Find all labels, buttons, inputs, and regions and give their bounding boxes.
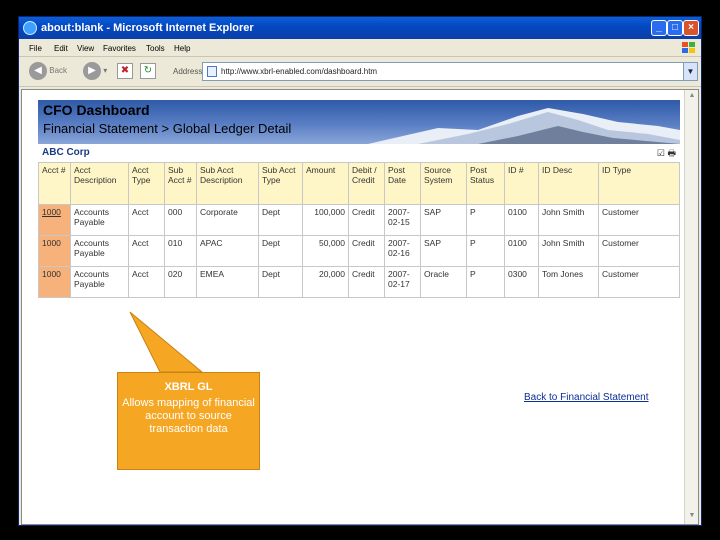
table-cell: 0100 (505, 205, 539, 236)
toolbar (19, 57, 701, 87)
col-source-system: Source System (421, 163, 467, 205)
table-cell: Tom Jones (539, 267, 599, 298)
stop-button[interactable]: ✖ (117, 63, 133, 79)
windows-logo-icon (681, 41, 697, 55)
back-to-financial-statement-link[interactable]: Back to Financial Statement (524, 392, 649, 403)
menu-help[interactable]: Help (174, 44, 191, 53)
table-cell: 010 (165, 236, 197, 267)
table-cell: 2007-02-16 (385, 236, 421, 267)
col-acct-num: Acct # (39, 163, 71, 205)
acct-num-link[interactable]: 1000 (39, 205, 71, 236)
menu-favorites[interactable]: Favorites (103, 44, 136, 53)
table-cell: APAC (197, 236, 259, 267)
forward-arrow-icon: ▶ (83, 62, 101, 80)
table-cell: Acct (129, 236, 165, 267)
menu-file[interactable]: File (29, 44, 42, 53)
table-cell: 100,000 (303, 205, 349, 236)
col-amount: Amount (303, 163, 349, 205)
vertical-scrollbar[interactable] (684, 90, 698, 524)
address-dropdown-button[interactable]: ▼ (683, 63, 697, 80)
menu-bar (19, 39, 701, 57)
table-cell: Customer (599, 267, 680, 298)
address-value: http://www.xbrl-enabled.com/dashboard.htm (221, 67, 378, 76)
table-cell: Customer (599, 236, 680, 267)
col-sub-acct-desc: Sub Acct Description (197, 163, 259, 205)
table-cell: 000 (165, 205, 197, 236)
page-viewport (21, 89, 699, 525)
table-cell: 0300 (505, 267, 539, 298)
table-cell: Acct (129, 267, 165, 298)
col-id-num: ID # (505, 163, 539, 205)
forward-button[interactable] (83, 62, 107, 82)
internet-explorer-icon (23, 21, 37, 35)
page-title: CFO Dashboard (43, 102, 150, 118)
table-cell: SAP (421, 205, 467, 236)
close-button[interactable]: × (683, 20, 699, 36)
table-cell: Corporate (197, 205, 259, 236)
col-id-type: ID Type (599, 163, 680, 205)
table-cell: Customer (599, 205, 680, 236)
callout-text: Allows mapping of financial account to source transaction data (122, 397, 255, 435)
forward-dropdown-icon[interactable]: ▾ (103, 66, 108, 76)
table-cell: EMEA (197, 267, 259, 298)
table-cell: Credit (349, 205, 385, 236)
scroll-up-icon[interactable]: ▲ (688, 92, 696, 99)
browser-window (18, 16, 702, 526)
table-cell: Accounts Payable (71, 267, 129, 298)
table-cell: 50,000 (303, 236, 349, 267)
table-cell: Dept (259, 267, 303, 298)
table-cell: 2007-02-15 (385, 205, 421, 236)
table-cell: 0100 (505, 236, 539, 267)
col-acct-type: Acct Type (129, 163, 165, 205)
table-cell: John Smith (539, 236, 599, 267)
table-cell: 2007-02-17 (385, 267, 421, 298)
breadcrumb: Financial Statement > Global Ledger Detail (43, 121, 292, 136)
table-cell: 020 (165, 267, 197, 298)
table-cell: 20,000 (303, 267, 349, 298)
table-cell: Accounts Payable (71, 205, 129, 236)
table-cell: P (467, 205, 505, 236)
table-cell: John Smith (539, 205, 599, 236)
table-cell: Acct (129, 205, 165, 236)
table-cell: Dept (259, 205, 303, 236)
table-cell: Credit (349, 267, 385, 298)
address-label: Address (173, 67, 203, 76)
back-arrow-icon: ◀ (29, 62, 47, 80)
minimize-button[interactable]: _ (651, 20, 667, 36)
table-cell: Dept (259, 236, 303, 267)
window-title: about:blank - Microsoft Internet Explorer (41, 22, 254, 34)
col-debit-credit: Debit / Credit (349, 163, 385, 205)
col-post-status: Post Status (467, 163, 505, 205)
back-button[interactable] (29, 62, 67, 82)
address-field[interactable] (202, 62, 698, 81)
table-cell: 1000 (39, 236, 71, 267)
col-id-desc: ID Desc (539, 163, 599, 205)
page-icon (207, 66, 217, 77)
col-sub-acct-type: Sub Acct Type (259, 163, 303, 205)
table-cell: Oracle (421, 267, 467, 298)
back-label: Back (49, 66, 68, 76)
callout-heading: XBRL GL (164, 381, 213, 393)
menu-view[interactable]: View (77, 44, 95, 53)
table-cell: Credit (349, 236, 385, 267)
table-cell: Accounts Payable (71, 236, 129, 267)
edit-print-icons[interactable]: ☑ 🖶 (656, 148, 676, 158)
table-cell: SAP (421, 236, 467, 267)
col-sub-acct-num: Sub Acct # (165, 163, 197, 205)
title-bar (19, 17, 701, 39)
table-cell: P (467, 267, 505, 298)
scroll-down-icon[interactable]: ▼ (688, 512, 696, 519)
table-cell: P (467, 236, 505, 267)
table-cell: 1000 (39, 267, 71, 298)
maximize-button[interactable]: □ (667, 20, 683, 36)
xbrl-gl-callout (117, 372, 260, 470)
company-name: ABC Corp (42, 147, 90, 158)
col-acct-desc: Acct Description (71, 163, 129, 205)
menu-tools[interactable]: Tools (146, 44, 165, 53)
col-post-date: Post Date (385, 163, 421, 205)
menu-edit[interactable]: Edit (54, 44, 68, 53)
refresh-button[interactable]: ↻ (140, 63, 156, 79)
